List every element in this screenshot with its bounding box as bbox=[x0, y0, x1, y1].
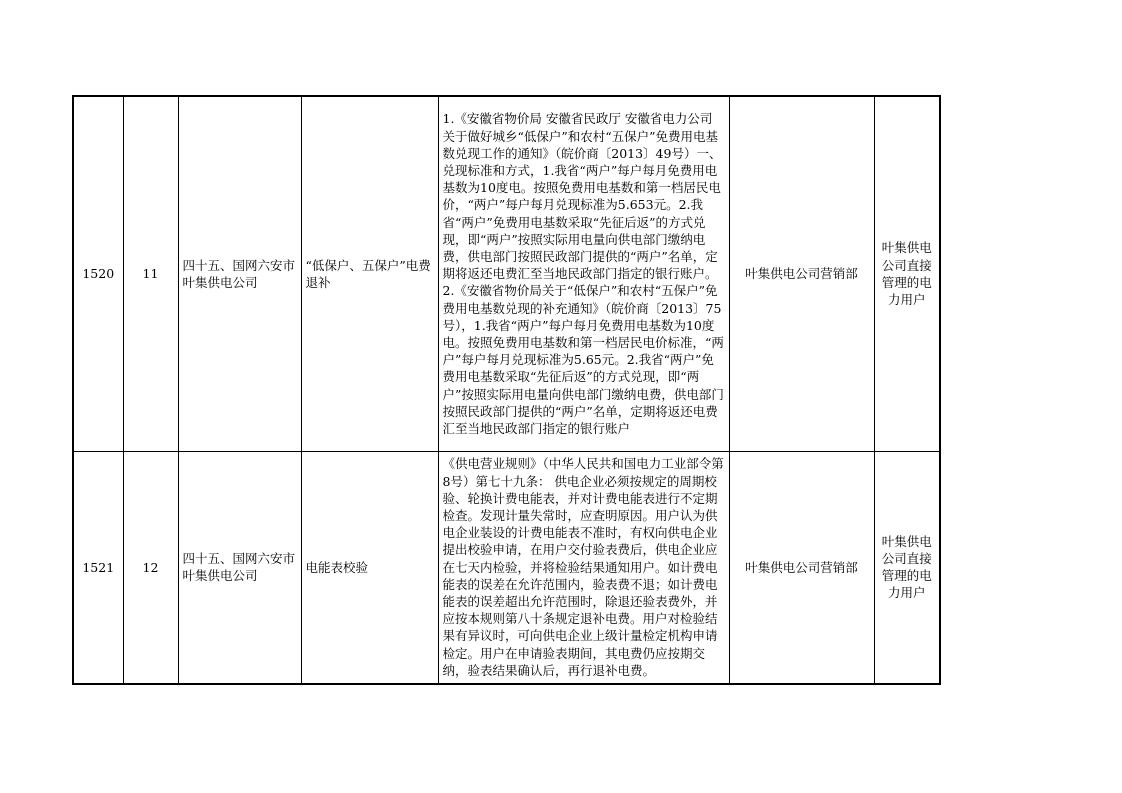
department-cell: 四十五、国网六安市叶集供电公司 bbox=[178, 451, 301, 684]
table-row bbox=[73, 451, 940, 684]
department-cell: 四十五、国网六安市叶集供电公司 bbox=[178, 96, 301, 451]
target-cell: 叶集供电公司直接管理的电力用户 bbox=[874, 96, 940, 451]
item-no-cell: 12 bbox=[123, 451, 178, 684]
matter-cell: 电能表校验 bbox=[301, 451, 438, 684]
basis-cell: 1.《安徽省物价局 安徽省民政厅 安徽省电力公司关于做好城乡“低保户”和农村“五保户”免费用电基数兑现工作的通知》（皖价商〔2013〕49号）一、兑现标准和方式，1.我省“两户”每户每月免费用电基数为10度电。按照免费用电基数和第一档居民电价，“两户”每户每月兑现标准为5.653元。2.我省“两户”免费用电基数采取“先征后返”的方式兑现，即“两户”按照实际用电量向供电部门缴纳电费，供电部门按照民政部门提供的“两户”名单，定期将返还电费汇至当地民政部门指定的银行账户。 2.《安徽省物价局关于“低保户”和农村“五保户”免费用电基数兑现的补充通知》（皖价商〔2013〕75号），1.我省“两户”每户每月免费用电基数为10度电。按照免费用电基数和第一档居民电价标准，“两户”每户每月兑现标准为5.65元。2.我省“两户”免费用电基数采取“先征后返”的方式兑现，即“两户”按照实际用电量向供电部门缴纳电费，供电部门按照民政部门提供的“两户”名单，定期将返还电费汇至当地民政部门指定的银行账户 bbox=[438, 96, 729, 451]
power-service-table bbox=[72, 95, 941, 685]
basis-cell: 《供电营业规则》（中华人民共和国电力工业部令第8号）第七十九条： 供电企业必须按规定的周期校验、轮换计费电能表，并对计费电能表进行不定期检查。发现计量失常时，应查明原因。用户认为供电企业装设的计费电能表不准时，有权向供电企业提出校验申请，在用户交付验表费后，供电企业应在七天内检验，并将检验结果通知用户。如计费电能表的误差在允许范围内，验表费不退；如计费电能表的误差超出允许范围时，除退还验表费外，并应按本规则第八十条规定退补电费。用户对检验结果有异议时，可向供电企业上级计量检定机构申请检定。用户在申请验表期间，其电费仍应按期交纳，验表结果确认后，再行退补电费。 bbox=[438, 451, 729, 684]
target-cell: 叶集供电公司直接管理的电力用户 bbox=[874, 451, 940, 684]
responsible-cell: 叶集供电公司营销部 bbox=[729, 451, 874, 684]
matter-cell: “低保户、五保户”电费退补 bbox=[301, 96, 438, 451]
seq-cell: 1521 bbox=[73, 451, 123, 684]
seq-cell: 1520 bbox=[73, 96, 123, 451]
table-row bbox=[73, 96, 940, 451]
item-no-cell: 11 bbox=[123, 96, 178, 451]
responsible-cell: 叶集供电公司营销部 bbox=[729, 96, 874, 451]
